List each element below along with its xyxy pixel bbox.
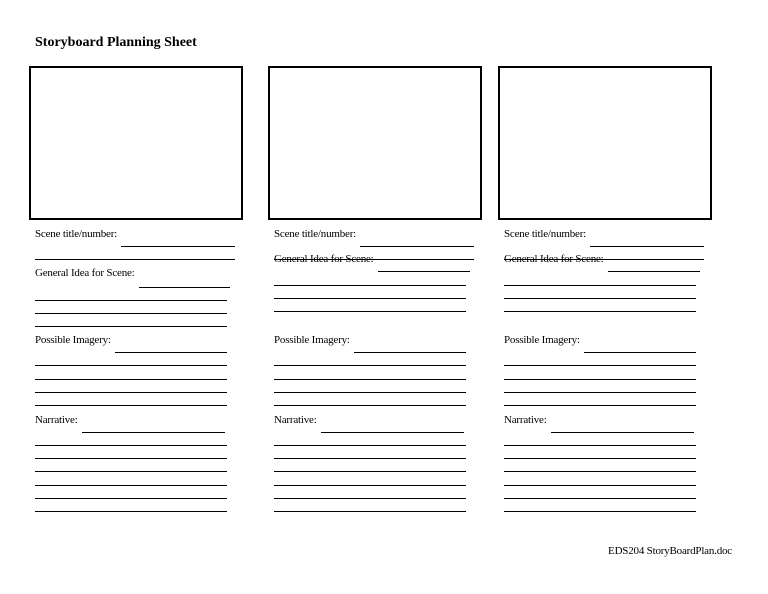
general-idea-line-2-3[interactable] [274,311,466,312]
narrative-line-2-5[interactable] [274,498,466,499]
narrative-line-2-3[interactable] [274,471,466,472]
general-idea-line-1-3[interactable] [35,326,227,327]
narrative-label-2: Narrative: [274,414,317,426]
narrative-line-2-4[interactable] [274,485,466,486]
imagery-line-3-2[interactable] [504,379,696,380]
imagery-label-1: Possible Imagery: [35,334,111,346]
imagery-line-1-1[interactable] [35,365,227,366]
narrative-line-1-1[interactable] [35,445,227,446]
imagery-label-3: Possible Imagery: [504,334,580,346]
storyboard-frame-3[interactable] [498,66,712,220]
narrative-label-1-line[interactable] [82,432,225,433]
narrative-line-3-6[interactable] [504,511,696,512]
imagery-line-1-2[interactable] [35,379,227,380]
imagery-line-2-4[interactable] [274,405,466,406]
narrative-line-3-3[interactable] [504,471,696,472]
imagery-line-1-4[interactable] [35,405,227,406]
imagery-line-1-3[interactable] [35,392,227,393]
narrative-label-1: Narrative: [35,414,78,426]
general-idea-line-2-1[interactable] [274,285,466,286]
imagery-line-2-2[interactable] [274,379,466,380]
narrative-line-3-1[interactable] [504,445,696,446]
scene-title-label-3-line[interactable] [590,246,704,247]
imagery-line-3-1[interactable] [504,365,696,366]
scene-title-label-2: Scene title/number: [274,228,357,240]
imagery-line-3-3[interactable] [504,392,696,393]
imagery-label-1-line[interactable] [115,352,227,353]
general-idea-label-3: General Idea for Scene: [504,253,604,265]
scene-title-label-2-line[interactable] [360,246,474,247]
narrative-label-2-line[interactable] [321,432,464,433]
narrative-label-3: Narrative: [504,414,547,426]
scene-title-label-1: Scene title/number: [35,228,118,240]
document-filename: EDS204 StoryBoardPlan.doc [608,545,732,557]
general-idea-line-1-1[interactable] [35,300,227,301]
storyboard-frame-1[interactable] [29,66,243,220]
general-idea-label-2: General Idea for Scene: [274,253,374,265]
narrative-line-3-5[interactable] [504,498,696,499]
narrative-line-2-6[interactable] [274,511,466,512]
narrative-line-1-5[interactable] [35,498,227,499]
imagery-label-2: Possible Imagery: [274,334,350,346]
imagery-label-2-line[interactable] [354,352,466,353]
scene-title-label-3: Scene title/number: [504,228,587,240]
scene-title-label-1-line[interactable] [121,246,235,247]
general-idea-label-3-line[interactable] [608,271,700,272]
narrative-label-3-line[interactable] [551,432,694,433]
general-idea-line-3-2[interactable] [504,298,696,299]
general-idea-label-1: General Idea for Scene: [35,267,135,279]
narrative-line-1-6[interactable] [35,511,227,512]
narrative-line-2-1[interactable] [274,445,466,446]
storyboard-frame-2[interactable] [268,66,482,220]
scene-title-line-1[interactable] [35,259,235,260]
imagery-line-2-1[interactable] [274,365,466,366]
page-title: Storyboard Planning Sheet [35,35,197,50]
imagery-label-3-line[interactable] [584,352,696,353]
narrative-line-1-4[interactable] [35,485,227,486]
general-idea-line-1-2[interactable] [35,313,227,314]
general-idea-line-3-3[interactable] [504,311,696,312]
narrative-line-3-2[interactable] [504,458,696,459]
narrative-line-1-2[interactable] [35,458,227,459]
general-idea-line-3-1[interactable] [504,285,696,286]
general-idea-label-1-line[interactable] [139,287,230,288]
general-idea-line-2-2[interactable] [274,298,466,299]
narrative-line-3-4[interactable] [504,485,696,486]
narrative-line-2-2[interactable] [274,458,466,459]
imagery-line-3-4[interactable] [504,405,696,406]
general-idea-label-2-line[interactable] [378,271,470,272]
imagery-line-2-3[interactable] [274,392,466,393]
narrative-line-1-3[interactable] [35,471,227,472]
